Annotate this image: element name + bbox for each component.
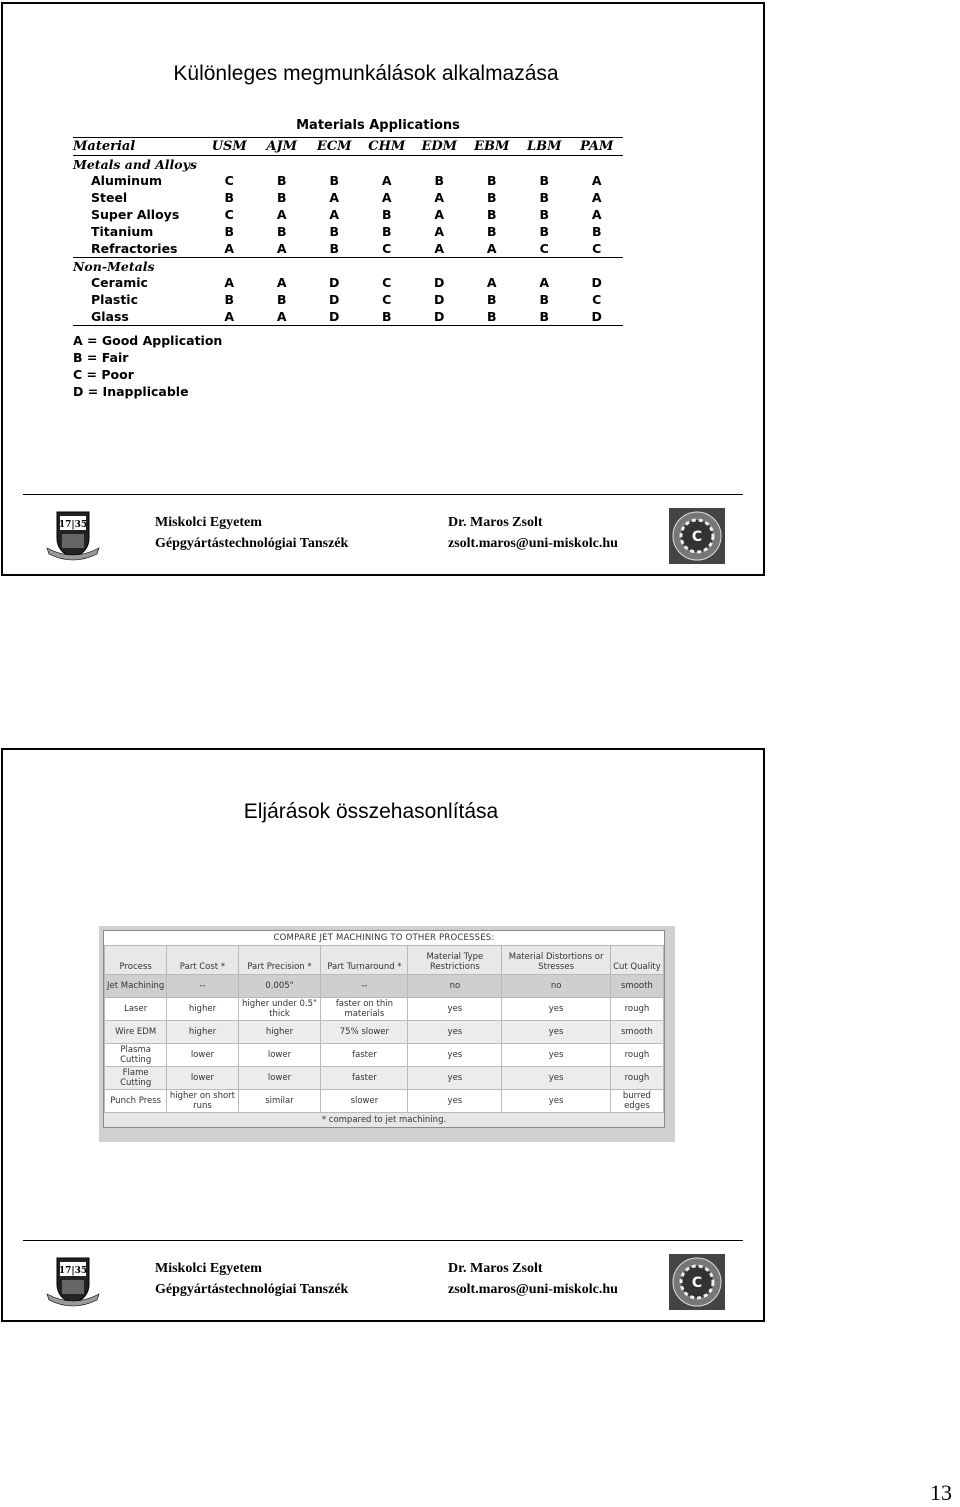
rating-cell: A — [224, 241, 235, 256]
table-cell: -- — [167, 975, 238, 998]
comparison-table — [104, 945, 664, 1113]
material-name: Steel — [91, 190, 128, 205]
rating-cell: B — [224, 292, 235, 307]
table-cell: lower — [238, 1067, 321, 1090]
table-cell: similar — [238, 1090, 321, 1113]
svg-text:C: C — [691, 1275, 703, 1291]
table-cell: Jet Machining — [105, 975, 167, 998]
group-label: Metals and Alloys — [73, 156, 197, 172]
rating-cell: B — [486, 309, 497, 324]
column-header: PAM — [580, 139, 614, 154]
table-cell: faster — [321, 1067, 408, 1090]
rating-cell: A — [434, 241, 445, 256]
column-header: Material — [73, 139, 136, 154]
table-cell: smooth — [610, 1021, 663, 1044]
footer-email[interactable]: zsolt.maros@uni-miskolc.hu — [448, 536, 618, 551]
footer-divider — [23, 494, 743, 495]
table-header-row — [73, 138, 623, 155]
rating-cell: C — [592, 292, 602, 307]
rating-cell: B — [486, 190, 497, 205]
table-cell: rough — [610, 998, 663, 1021]
table-cell: -- — [321, 975, 408, 998]
rating-cell: B — [381, 309, 392, 324]
department-gear-logo — [669, 508, 725, 564]
table-header-row — [105, 946, 664, 975]
rating-cell: B — [539, 173, 550, 188]
rating-cell: A — [434, 207, 445, 222]
rating-cell: A — [224, 309, 235, 324]
material-name: Refractories — [91, 241, 178, 256]
rating-cell: B — [224, 190, 235, 205]
table-cell: higher under 0.5" thick — [238, 998, 321, 1021]
footer-university-block — [155, 512, 348, 554]
group-label: Non-Metals — [73, 258, 155, 274]
table-row — [73, 308, 623, 325]
material-name: Plastic — [91, 292, 138, 307]
column-header: ECM — [316, 139, 352, 154]
table-cell: higher — [238, 1021, 321, 1044]
rating-cell: D — [329, 292, 340, 307]
table-cell: Flame Cutting — [105, 1067, 167, 1090]
rating-cell: C — [224, 173, 234, 188]
footer-department: Gépgyártástechnológiai Tanszék — [155, 1282, 349, 1297]
rating-cell: B — [486, 224, 497, 239]
table-cell: yes — [502, 1044, 610, 1067]
table-row — [105, 975, 664, 998]
footer-university: Miskolci Egyetem — [155, 1261, 262, 1276]
rating-cell: D — [329, 309, 340, 324]
rating-cell: C — [592, 241, 602, 256]
rating-cell: A — [591, 190, 602, 205]
column-header: EBM — [474, 139, 510, 154]
rating-cell: B — [539, 224, 550, 239]
legend — [73, 332, 623, 400]
footer-author-block — [448, 512, 618, 554]
table-cell: yes — [408, 1090, 502, 1113]
rating-cell: C — [382, 292, 392, 307]
table-cell: no — [502, 975, 610, 998]
table-row — [105, 1044, 664, 1067]
footer-author-block — [448, 1258, 618, 1300]
table-row — [105, 998, 664, 1021]
material-name: Titanium — [91, 224, 154, 239]
rating-cell: A — [434, 224, 445, 239]
table-cell: yes — [408, 1021, 502, 1044]
table-row — [105, 1021, 664, 1044]
rating-cell: A — [381, 173, 392, 188]
table-cell: lower — [167, 1067, 238, 1090]
table-cell: lower — [238, 1044, 321, 1067]
rating-cell: B — [276, 292, 287, 307]
table-cell: smooth — [610, 975, 663, 998]
table-row — [73, 274, 623, 291]
material-name: Aluminum — [91, 173, 162, 188]
rating-cell: A — [591, 207, 602, 222]
rating-cell: B — [329, 173, 340, 188]
university-crest-logo — [45, 508, 101, 562]
footer-author: Dr. Maros Zsolt — [448, 515, 543, 530]
rating-cell: B — [539, 207, 550, 222]
column-header: Material Distortions or Stresses — [502, 946, 610, 975]
svg-text:17|35: 17|35 — [58, 520, 88, 530]
rating-cell: A — [591, 173, 602, 188]
material-name: Glass — [91, 309, 129, 324]
rating-cell: B — [539, 292, 550, 307]
column-header: Part Cost * — [167, 946, 238, 975]
rating-cell: A — [329, 190, 340, 205]
table-row — [73, 206, 623, 223]
table-cell: yes — [408, 998, 502, 1021]
column-header: Material Type Restrictions — [408, 946, 502, 975]
table-cell: yes — [502, 1067, 610, 1090]
table-cell: Laser — [105, 998, 167, 1021]
table-cell: 75% slower — [321, 1021, 408, 1044]
table-cell: rough — [610, 1044, 663, 1067]
table-cell: faster — [321, 1044, 408, 1067]
rating-cell: D — [434, 275, 445, 290]
rating-cell: B — [486, 292, 497, 307]
table-title: Materials Applications — [296, 118, 460, 133]
rating-cell: B — [486, 173, 497, 188]
rating-cell: C — [382, 275, 392, 290]
rating-cell: A — [381, 190, 392, 205]
table-cell: yes — [408, 1044, 502, 1067]
legend-item: B = Fair — [73, 350, 129, 365]
rating-cell: B — [539, 190, 550, 205]
table-cell: higher — [167, 998, 238, 1021]
footer-department: Gépgyártástechnológiai Tanszék — [155, 536, 349, 551]
rating-cell: D — [591, 309, 602, 324]
rating-cell: A — [539, 275, 550, 290]
rating-cell: B — [486, 207, 497, 222]
rating-cell: C — [224, 207, 234, 222]
column-header: LBM — [526, 139, 562, 154]
rating-cell: A — [276, 207, 287, 222]
footer-divider — [23, 1240, 743, 1241]
rating-cell: C — [539, 241, 549, 256]
table-cell: yes — [502, 1090, 610, 1113]
table-row — [73, 223, 623, 240]
rating-cell: B — [329, 241, 340, 256]
column-header: CHM — [368, 139, 406, 154]
table-row — [105, 1090, 664, 1113]
rating-cell: A — [224, 275, 235, 290]
rating-cell: B — [329, 224, 340, 239]
materials-applications-table — [73, 118, 623, 400]
legend-item: D = Inapplicable — [73, 384, 189, 399]
material-name: Super Alloys — [91, 207, 180, 222]
slide-title: Különleges megmunkálások alkalmazása — [173, 62, 559, 85]
footer-university: Miskolci Egyetem — [155, 515, 262, 530]
rating-cell: A — [434, 190, 445, 205]
slide-title: Eljárások összehasonlítása — [243, 800, 499, 823]
footer-university-block — [155, 1258, 348, 1300]
table-row — [73, 240, 623, 257]
legend-item: C = Poor — [73, 367, 134, 382]
column-header: Cut Quality — [610, 946, 663, 975]
table-cell: 0.005" — [238, 975, 321, 998]
legend-item: A = Good Application — [73, 333, 223, 348]
svg-text:17|35: 17|35 — [58, 1266, 88, 1276]
table-cell: yes — [502, 1021, 610, 1044]
column-header: EDM — [421, 139, 458, 154]
rating-cell: D — [591, 275, 602, 290]
table-title: COMPARE JET MACHINING TO OTHER PROCESSES: — [273, 933, 495, 943]
column-header: AJM — [266, 139, 298, 154]
table-row — [73, 172, 623, 189]
table-row — [73, 291, 623, 308]
rating-cell: B — [276, 173, 287, 188]
rating-cell: B — [434, 173, 445, 188]
column-header: Part Precision * — [238, 946, 321, 975]
table-cell: faster on thin materials — [321, 998, 408, 1021]
page-number: 13 — [930, 1480, 952, 1505]
table-cell: Plasma Cutting — [105, 1044, 167, 1067]
column-header: Process — [105, 946, 167, 975]
rating-cell: A — [486, 241, 497, 256]
rating-cell: A — [276, 241, 287, 256]
rating-cell: B — [276, 190, 287, 205]
table-body — [73, 156, 623, 325]
rating-cell: A — [329, 207, 340, 222]
table-cell: lower — [167, 1044, 238, 1067]
table-cell: slower — [321, 1090, 408, 1113]
slide-1 — [1, 2, 765, 576]
department-gear-logo — [669, 1254, 725, 1310]
slide-2 — [1, 748, 765, 1322]
university-crest-logo — [45, 1254, 101, 1308]
rating-cell: A — [276, 275, 287, 290]
rating-cell: A — [276, 309, 287, 324]
footer-email[interactable]: zsolt.maros@uni-miskolc.hu — [448, 1282, 618, 1297]
rating-cell: A — [486, 275, 497, 290]
footer-author: Dr. Maros Zsolt — [448, 1261, 543, 1276]
table-cell: no — [408, 975, 502, 998]
rating-cell: B — [224, 224, 235, 239]
rating-cell: C — [382, 241, 392, 256]
column-header: Part Turnaround * — [321, 946, 408, 975]
table-cell: higher — [167, 1021, 238, 1044]
table-cell: burred edges — [610, 1090, 663, 1113]
material-name: Ceramic — [91, 275, 148, 290]
rating-cell: B — [381, 207, 392, 222]
table-row — [105, 1067, 664, 1090]
svg-text:C: C — [691, 529, 703, 545]
rating-cell: B — [591, 224, 602, 239]
table-cell: Punch Press — [105, 1090, 167, 1113]
table-footnote: * compared to jet machining. — [104, 1113, 664, 1127]
rating-cell: D — [434, 292, 445, 307]
rating-cell: D — [329, 275, 340, 290]
rating-cell: B — [381, 224, 392, 239]
table-cell: Wire EDM — [105, 1021, 167, 1044]
comparison-table-image — [99, 926, 675, 1142]
rating-cell: D — [434, 309, 445, 324]
table-row — [73, 189, 623, 206]
table-cell: higher on short runs — [167, 1090, 238, 1113]
rating-cell: B — [276, 224, 287, 239]
table-cell: yes — [408, 1067, 502, 1090]
table-cell: yes — [502, 998, 610, 1021]
column-header: USM — [211, 139, 247, 154]
rating-cell: B — [539, 309, 550, 324]
table-cell: rough — [610, 1067, 663, 1090]
